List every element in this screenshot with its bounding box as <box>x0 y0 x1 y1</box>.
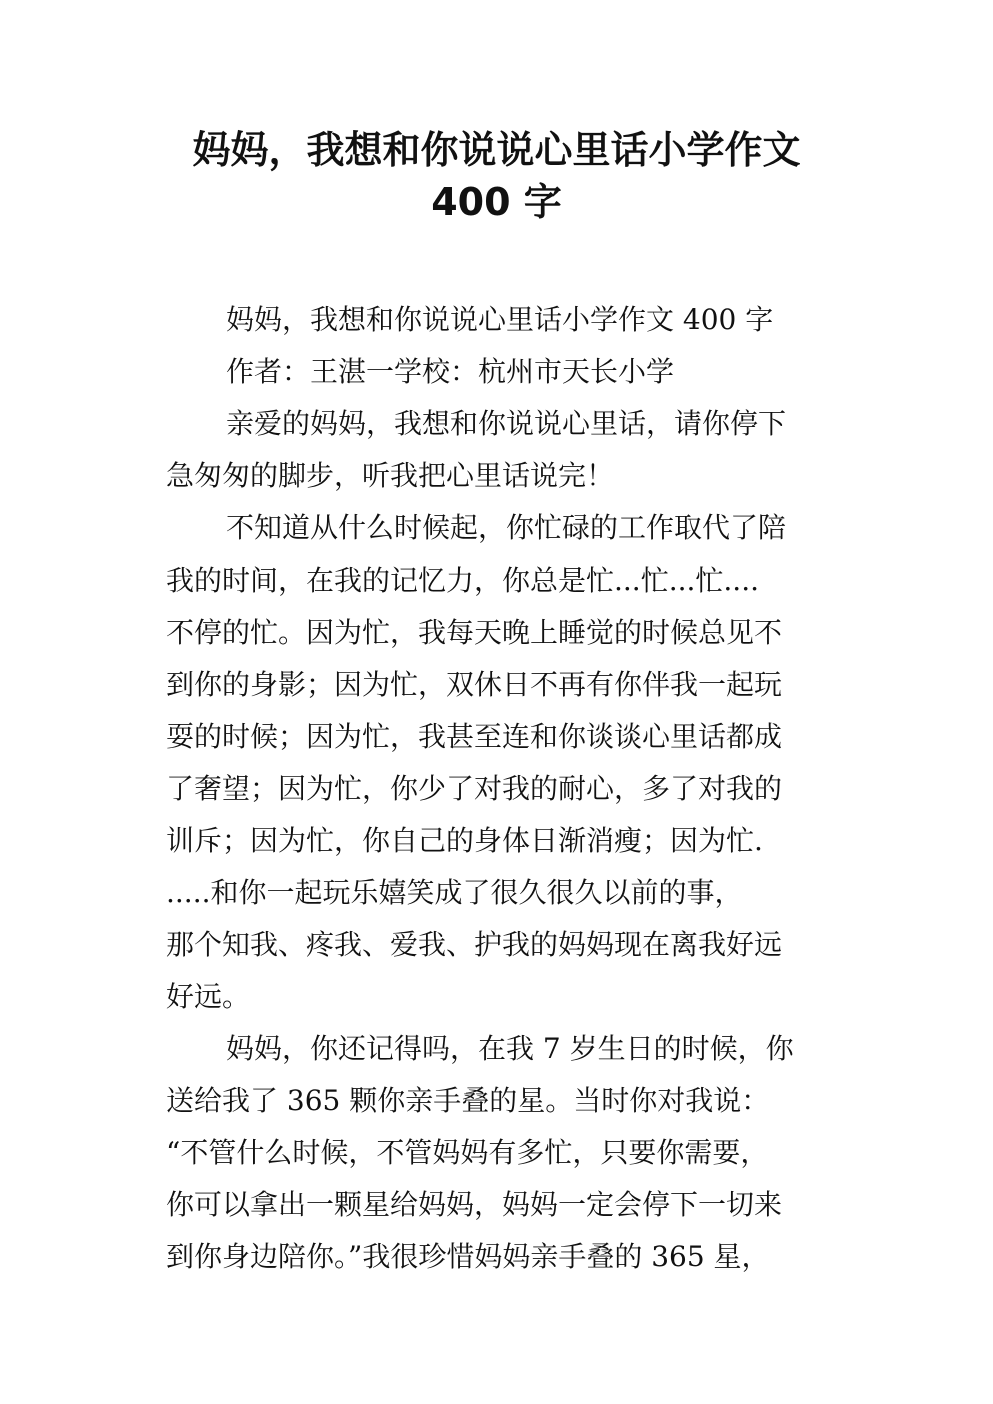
body-line: 急匆匆的脚步，听我把心里话说完！ <box>166 459 615 492</box>
body-line: 作者：王湛一学校：杭州市天长小学 <box>226 355 675 388</box>
body-line: 好远。 <box>166 980 251 1013</box>
body-line: 你可以拿出一颗星给妈妈，妈妈一定会停下一切来 <box>166 1188 783 1221</box>
document-title-line-1: 妈妈，我想和你说说心里话小学作文 <box>192 128 801 172</box>
body-line: 亲爱的妈妈，我想和你说说心里话，请你停下 <box>226 407 787 440</box>
body-line: 到你的身影；因为忙，双休日不再有你伴我一起玩 <box>166 668 783 701</box>
body-line: .....和你一起玩乐嬉笑成了很久很久以前的事， <box>166 876 743 909</box>
body-line: 不知道从什么时候起，你忙碌的工作取代了陪 <box>226 511 787 544</box>
body-line: 我的时间，在我的记忆力，你总是忙...忙...忙.... <box>166 564 760 597</box>
body-line: 耍的时候；因为忙，我甚至连和你谈谈心里话都成 <box>166 720 783 753</box>
body-line: 妈妈，你还记得吗，在我 7 岁生日的时候，你 <box>226 1032 794 1065</box>
body-line: “不管什么时候，不管妈妈有多忙，只要你需要， <box>166 1136 769 1169</box>
body-line: 不停的忙。因为忙，我每天晚上睡觉的时候总见不 <box>166 616 783 649</box>
body-line: 那个知我、疼我、爱我、护我的妈妈现在离我好远 <box>166 928 783 961</box>
body-line: 送给我了 365 颗你亲手叠的星。当时你对我说： <box>166 1084 770 1117</box>
body-line: 了奢望；因为忙，你少了对我的耐心，多了对我的 <box>166 772 783 805</box>
document-title-line-2: 400 字 <box>431 180 562 224</box>
body-line: 训斥；因为忙，你自己的身体日渐消瘦；因为忙. <box>166 824 763 857</box>
body-line: 到你身边陪你。”我很珍惜妈妈亲手叠的 365 星， <box>166 1240 770 1273</box>
body-line: 妈妈，我想和你说说心里话小学作文 400 字 <box>226 303 774 336</box>
